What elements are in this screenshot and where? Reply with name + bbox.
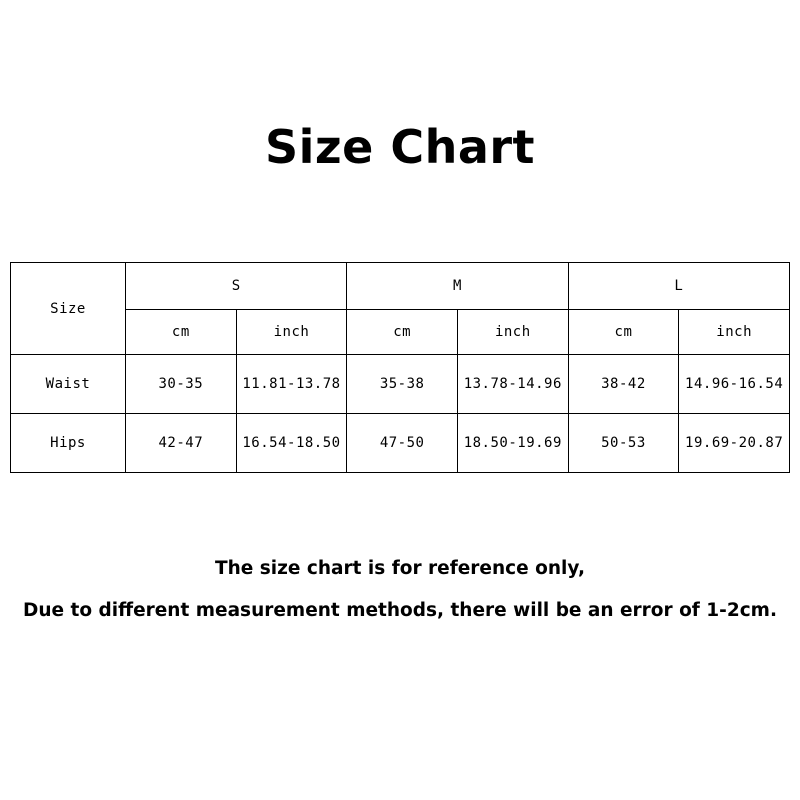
table-cell-hips-m-inch: 18.50-19.69: [457, 414, 568, 473]
size-table: [10, 262, 790, 473]
disclaimer-notes: [0, 548, 800, 632]
table-unit-header-m-cm: cm: [347, 310, 458, 355]
table-cell-waist-s-inch: 11.81-13.78: [236, 355, 347, 414]
table-unit-header-m-inch: inch: [457, 310, 568, 355]
table-header-row-units: [11, 310, 790, 355]
table-unit-header-l-inch: inch: [679, 310, 790, 355]
table-cell-hips-l-cm: 50-53: [568, 414, 679, 473]
disclaimer-line-2: Due to different measurement methods, there will be an error of 1-2cm.: [23, 600, 777, 621]
table-cell-waist-m-cm: 35-38: [347, 355, 458, 414]
disclaimer-line-1: The size chart is for reference only,: [215, 558, 585, 579]
table-cell-hips-s-cm: 42-47: [126, 414, 237, 473]
table-corner-label: Size: [11, 263, 126, 355]
table-unit-header-l-cm: cm: [568, 310, 679, 355]
table-cell-hips-s-inch: 16.54-18.50: [236, 414, 347, 473]
table-row-label-waist: Waist: [11, 355, 126, 414]
table-cell-hips-l-inch: 19.69-20.87: [679, 414, 790, 473]
table-row-label-hips: Hips: [11, 414, 126, 473]
table-unit-header-s-inch: inch: [236, 310, 347, 355]
table-cell-waist-l-inch: 14.96-16.54: [679, 355, 790, 414]
table-header-row-groups: [11, 263, 790, 310]
table-group-header-m: M: [347, 263, 568, 310]
table-unit-header-s-cm: cm: [126, 310, 237, 355]
table-row: [11, 414, 790, 473]
table-group-header-s: S: [126, 263, 347, 310]
page-title: Size Chart: [264, 120, 536, 174]
table-group-header-l: L: [568, 263, 789, 310]
size-table-container: [10, 262, 790, 473]
table-row: [11, 355, 790, 414]
table-cell-hips-m-cm: 47-50: [347, 414, 458, 473]
table-cell-waist-m-inch: 13.78-14.96: [457, 355, 568, 414]
table-cell-waist-l-cm: 38-42: [568, 355, 679, 414]
table-cell-waist-s-cm: 30-35: [126, 355, 237, 414]
